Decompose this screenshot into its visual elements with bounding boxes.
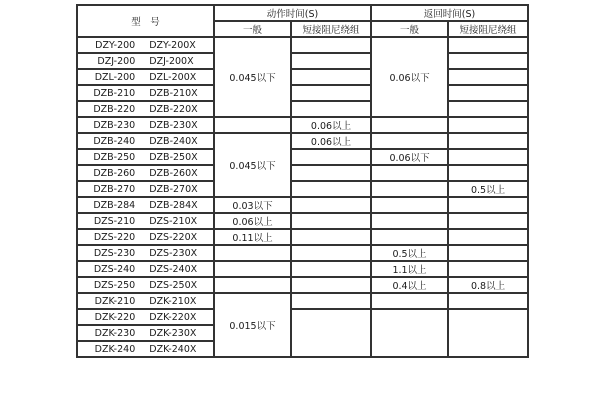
ret-short-value-cell: 0.5以上 [448, 181, 528, 197]
table-row [77, 229, 528, 245]
act-short-value-cell [291, 309, 371, 357]
model-name: DZB-284 [93, 199, 136, 211]
ret-general-value-cell: 0.5以上 [371, 245, 448, 261]
model-name-x-variant: DZB-210X [149, 87, 198, 99]
act-general-value-cell: 0.03以下 [214, 197, 291, 213]
act-short-value-cell [291, 37, 371, 53]
col-header-return-time: 返回时间(S) [371, 5, 528, 21]
model-cell [77, 341, 214, 357]
act-short-value-cell [291, 261, 371, 277]
act-general-value-cell: 0.11以上 [214, 229, 291, 245]
model-name: DZK-240 [94, 343, 136, 355]
model-name: DZS-240 [93, 263, 136, 275]
table-row [77, 181, 528, 197]
model-cell [77, 117, 214, 133]
model-name-x-variant: DZB-240X [149, 135, 198, 147]
table-row [77, 293, 528, 309]
table-row [77, 133, 528, 149]
ret-general-value-cell: 1.1以上 [371, 261, 448, 277]
model-cell [77, 277, 214, 293]
act-general-value-cell: 0.015以下 [214, 293, 291, 357]
table-row [77, 69, 528, 85]
table-row [77, 309, 528, 325]
act-short-value-cell [291, 165, 371, 181]
ret-general-value-cell [371, 165, 448, 181]
ret-short-value-cell [448, 309, 528, 357]
model-cell [77, 149, 214, 165]
model-name-x-variant: DZB-250X [149, 151, 198, 163]
col-header-model: 型 号 [77, 5, 214, 37]
ret-general-value-cell [371, 197, 448, 213]
ret-short-value-cell [448, 197, 528, 213]
model-cell [77, 293, 214, 309]
act-short-value-cell [291, 197, 371, 213]
ret-short-value-cell [448, 117, 528, 133]
act-short-value-cell [291, 149, 371, 165]
model-name-x-variant: DZK-240X [149, 343, 197, 355]
act-general-value-cell [214, 117, 291, 133]
model-name-x-variant: DZK-230X [149, 327, 197, 339]
model-cell [77, 309, 214, 325]
table-row [77, 117, 528, 133]
model-cell [77, 133, 214, 149]
act-general-value-cell: 0.045以下 [214, 133, 291, 197]
act-general-value-cell [214, 261, 291, 277]
act-short-value-cell [291, 293, 371, 309]
model-name: DZK-220 [94, 311, 136, 323]
act-short-value-cell: 0.06以上 [291, 117, 371, 133]
table-row [77, 101, 528, 117]
act-short-value-cell [291, 69, 371, 85]
model-name: DZB-220 [93, 103, 136, 115]
ret-general-value-cell [371, 309, 448, 357]
model-name-x-variant: DZY-200X [149, 39, 196, 51]
model-name: DZB-230 [93, 119, 136, 131]
model-cell [77, 229, 214, 245]
act-short-value-cell: 0.06以上 [291, 133, 371, 149]
ret-general-value-cell: 0.06以下 [371, 37, 448, 117]
model-name: DZJ-200 [97, 55, 136, 67]
table-row [77, 261, 528, 277]
model-name: DZB-210 [93, 87, 136, 99]
model-name-x-variant: DZJ-200X [149, 55, 194, 67]
ret-short-value-cell [448, 69, 528, 85]
model-name-x-variant: DZB-270X [149, 183, 198, 195]
model-cell [77, 69, 214, 85]
table-row [77, 53, 528, 69]
model-name-x-variant: DZS-240X [149, 263, 198, 275]
ret-short-value-cell [448, 37, 528, 53]
table-row [77, 85, 528, 101]
model-cell [77, 197, 214, 213]
act-short-value-cell [291, 277, 371, 293]
relay-spec-table [76, 4, 529, 358]
model-name-x-variant: DZB-260X [149, 167, 198, 179]
model-name-x-variant: DZS-250X [149, 279, 198, 291]
col-header-return-general: 一般 [371, 21, 448, 37]
act-general-value-cell: 0.045以下 [214, 37, 291, 117]
table-row [77, 245, 528, 261]
model-cell [77, 165, 214, 181]
ret-general-value-cell [371, 133, 448, 149]
model-name: DZS-250 [93, 279, 136, 291]
model-name: DZB-240 [93, 135, 136, 147]
ret-general-value-cell [371, 293, 448, 309]
table-row [77, 149, 528, 165]
model-cell [77, 181, 214, 197]
ret-short-value-cell [448, 165, 528, 181]
act-short-value-cell [291, 229, 371, 245]
act-short-value-cell [291, 213, 371, 229]
model-cell [77, 245, 214, 261]
col-header-action-short-damping: 短接阻尼绕组 [291, 21, 371, 37]
model-name: DZS-220 [93, 231, 136, 243]
act-short-value-cell [291, 85, 371, 101]
table-row [77, 165, 528, 181]
col-header-return-short-damping: 短接阻尼绕组 [448, 21, 528, 37]
table-row [77, 37, 528, 53]
ret-short-value-cell [448, 293, 528, 309]
table-row [77, 213, 528, 229]
model-name-x-variant: DZS-230X [149, 247, 198, 259]
table-row [77, 277, 528, 293]
col-header-action-general: 一般 [214, 21, 291, 37]
act-general-value-cell [214, 245, 291, 261]
model-cell [77, 37, 214, 53]
col-header-action-time: 动作时间(S) [214, 5, 371, 21]
ret-short-value-cell [448, 133, 528, 149]
act-general-value-cell: 0.06以上 [214, 213, 291, 229]
model-name: DZK-210 [94, 295, 136, 307]
model-name-x-variant: DZB-220X [149, 103, 198, 115]
model-name: DZS-230 [93, 247, 136, 259]
relay-table-body [77, 37, 528, 357]
ret-short-value-cell [448, 245, 528, 261]
act-short-value-cell [291, 245, 371, 261]
model-cell [77, 85, 214, 101]
act-short-value-cell [291, 101, 371, 117]
model-name: DZB-250 [93, 151, 136, 163]
model-name-x-variant: DZS-210X [149, 215, 198, 227]
ret-short-value-cell: 0.8以上 [448, 277, 528, 293]
table-header [77, 5, 528, 37]
act-short-value-cell [291, 53, 371, 69]
model-name-x-variant: DZK-210X [149, 295, 197, 307]
model-cell [77, 261, 214, 277]
ret-short-value-cell [448, 85, 528, 101]
ret-general-value-cell: 0.06以下 [371, 149, 448, 165]
model-name: DZK-230 [94, 327, 136, 339]
model-cell [77, 213, 214, 229]
model-name-x-variant: DZL-200X [149, 71, 197, 83]
relay-spec-table-container [76, 4, 529, 358]
model-cell [77, 53, 214, 69]
ret-general-value-cell: 0.4以上 [371, 277, 448, 293]
ret-general-value-cell [371, 213, 448, 229]
model-name-x-variant: DZS-220X [149, 231, 198, 243]
model-name: DZB-270 [93, 183, 136, 195]
ret-short-value-cell [448, 213, 528, 229]
ret-short-value-cell [448, 53, 528, 69]
model-name: DZY-200 [95, 39, 136, 51]
model-name: DZL-200 [94, 71, 136, 83]
ret-general-value-cell [371, 181, 448, 197]
model-name: DZB-260 [93, 167, 136, 179]
header-row-groups [77, 5, 528, 21]
act-general-value-cell [214, 277, 291, 293]
ret-short-value-cell [448, 229, 528, 245]
model-name-x-variant: DZK-220X [149, 311, 197, 323]
model-cell [77, 101, 214, 117]
act-short-value-cell [291, 181, 371, 197]
model-name-x-variant: DZB-230X [149, 119, 198, 131]
ret-short-value-cell [448, 101, 528, 117]
ret-short-value-cell [448, 261, 528, 277]
ret-general-value-cell [371, 117, 448, 133]
ret-general-value-cell [371, 229, 448, 245]
model-cell [77, 325, 214, 341]
table-row [77, 197, 528, 213]
model-name-x-variant: DZB-284X [149, 199, 198, 211]
ret-short-value-cell [448, 149, 528, 165]
model-name: DZS-210 [93, 215, 136, 227]
